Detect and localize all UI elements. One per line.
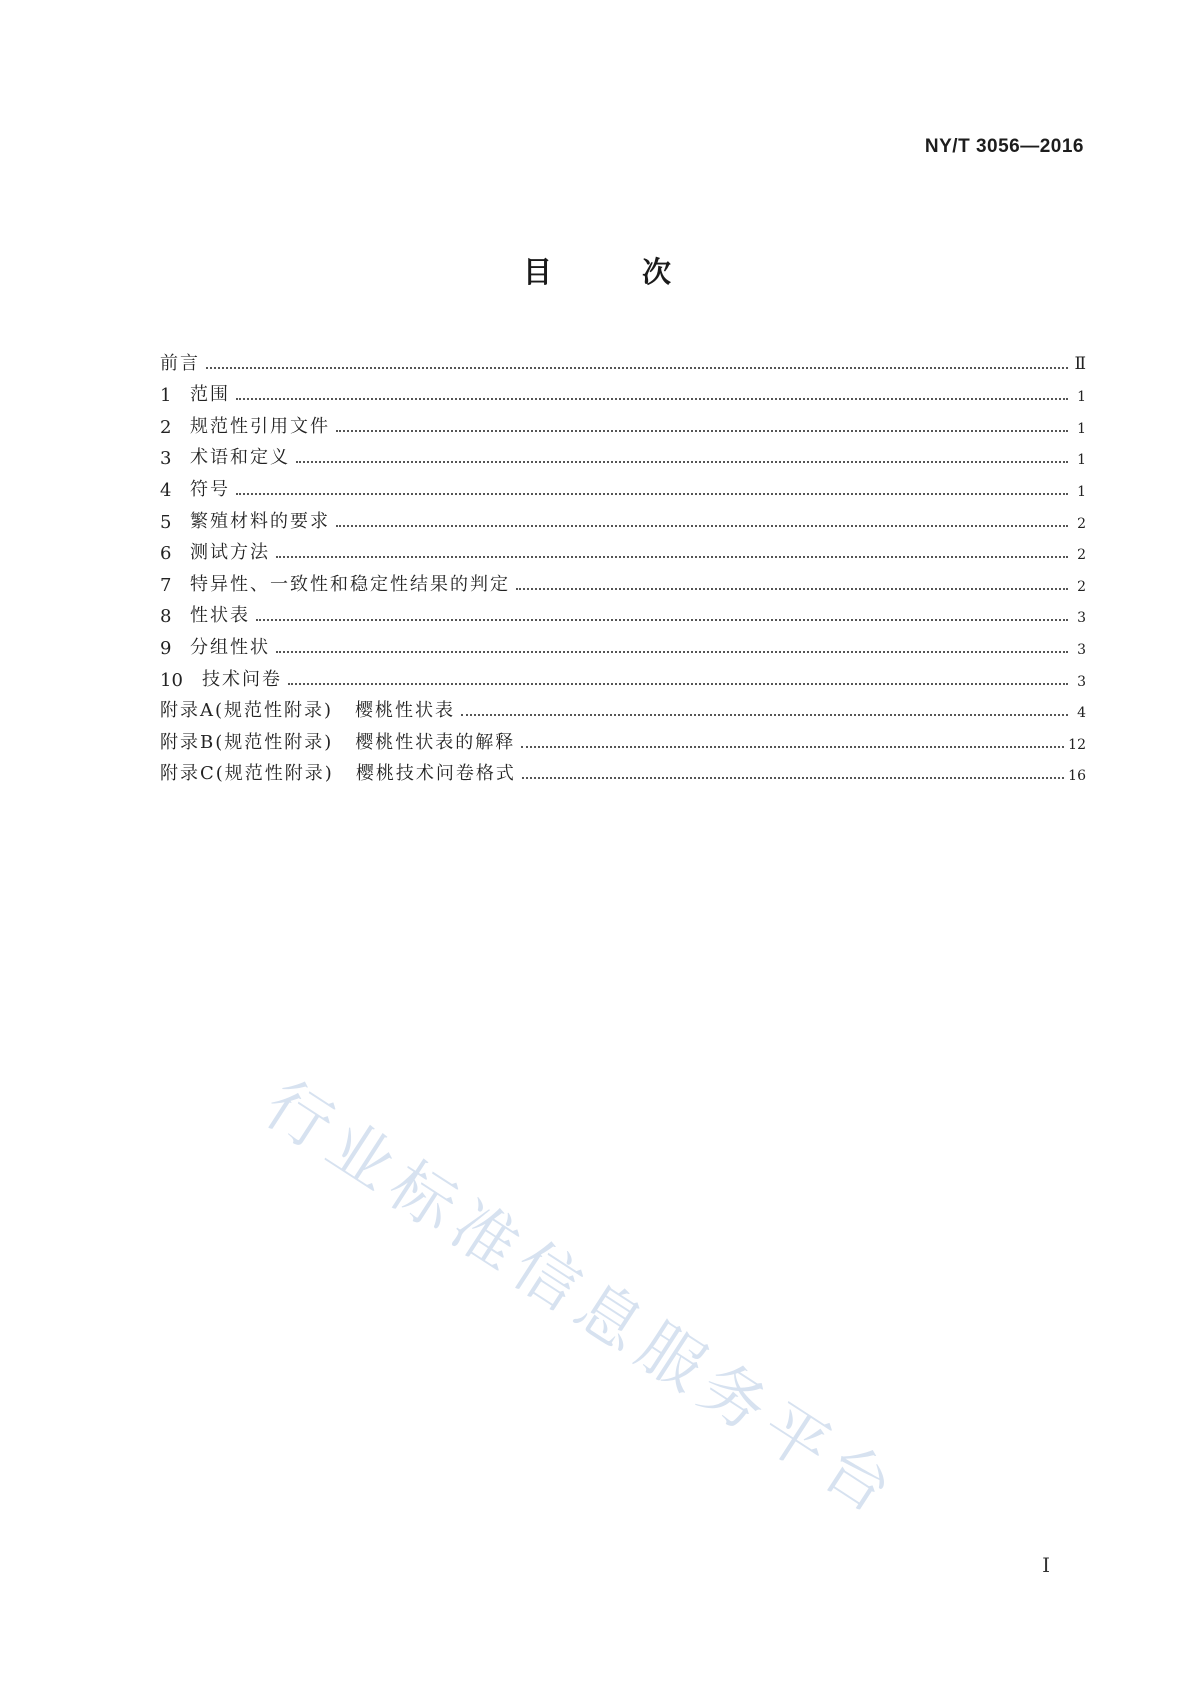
toc-annex-title: 樱桃性状表的解释 [355,731,516,753]
toc-page-number: 12 [1068,736,1086,753]
toc-entry-10[interactable] [160,659,1086,691]
dot-leader [521,746,1064,748]
dot-leader [288,683,1068,685]
toc-entry-foreword[interactable] [160,343,1086,375]
toc-label: 前言 [160,352,200,374]
toc-page-number: 3 [1077,673,1086,690]
dot-leader [516,588,1068,590]
toc-number: 2 [160,416,172,438]
standard-code: NY/T 3056—2016 [924,136,1084,157]
table-of-contents [160,343,1086,785]
toc-label: 术语和定义 [190,447,290,469]
page-number: I [1042,1553,1050,1577]
toc-entry-5[interactable] [160,501,1086,533]
toc-number: 9 [160,637,172,659]
dot-leader [206,367,1068,369]
toc-number: 10 [160,669,183,691]
toc-entry-annex-a[interactable] [160,691,1086,723]
toc-label: 繁殖材料的要求 [190,510,330,532]
dot-leader [236,493,1068,495]
toc-label: 范围 [190,384,230,406]
dot-leader [461,714,1068,716]
toc-page-number: 1 [1077,452,1086,469]
toc-entry-9[interactable] [160,627,1086,659]
toc-annex-title: 樱桃技术问卷格式 [355,763,516,785]
toc-entry-annex-c[interactable] [160,754,1086,786]
dot-leader [256,619,1068,621]
toc-entry-1[interactable] [160,375,1086,407]
dot-leader [276,651,1068,653]
toc-page-number: 3 [1077,641,1086,658]
toc-label: 测试方法 [190,542,270,564]
toc-number: 4 [160,479,172,501]
toc-entry-3[interactable] [160,438,1086,470]
page-title: 目 次 [522,255,712,289]
toc-entry-2[interactable] [160,406,1086,438]
dot-leader [276,556,1068,558]
dot-leader [336,430,1068,432]
toc-entry-7[interactable] [160,564,1086,596]
toc-page-number: 2 [1077,515,1086,532]
toc-label: 性状表 [190,605,250,627]
toc-label: 分组性状 [190,636,270,658]
toc-page-number: 4 [1077,705,1086,722]
toc-annex-title: 樱桃性状表 [355,700,456,722]
dot-leader [236,398,1068,400]
toc-label: 规范性引用文件 [190,415,330,437]
toc-page-number: 1 [1077,420,1086,437]
toc-page-number: Ⅱ [1074,353,1086,374]
toc-label: 附录A(规范性附录) [160,700,334,722]
watermark: 行业标准信息服务平台 [251,1067,913,1533]
toc-label: 附录C(规范性附录) [160,763,334,785]
toc-number: 6 [160,543,172,565]
toc-page-number: 2 [1077,578,1086,595]
toc-entry-8[interactable] [160,596,1086,628]
toc-entry-6[interactable] [160,533,1086,565]
toc-page-number: 16 [1068,768,1086,785]
toc-page-number: 1 [1077,389,1086,406]
toc-page-number: 1 [1077,483,1086,500]
dot-leader [296,461,1068,463]
toc-label: 技术问卷 [202,668,282,690]
toc-entry-4[interactable] [160,469,1086,501]
toc-page-number: 2 [1077,547,1086,564]
toc-number: 5 [160,511,172,533]
dot-leader [522,777,1064,779]
toc-number: 7 [160,574,172,596]
toc-entry-annex-b[interactable] [160,722,1086,754]
toc-number: 3 [160,448,172,470]
dot-leader [336,525,1068,527]
toc-number: 8 [160,606,172,628]
toc-label: 特异性、一致性和稳定性结果的判定 [190,573,510,595]
toc-label: 附录B(规范性附录) [160,731,334,753]
toc-page-number: 3 [1077,610,1086,627]
toc-label: 符号 [190,478,230,500]
toc-number: 1 [160,385,172,407]
